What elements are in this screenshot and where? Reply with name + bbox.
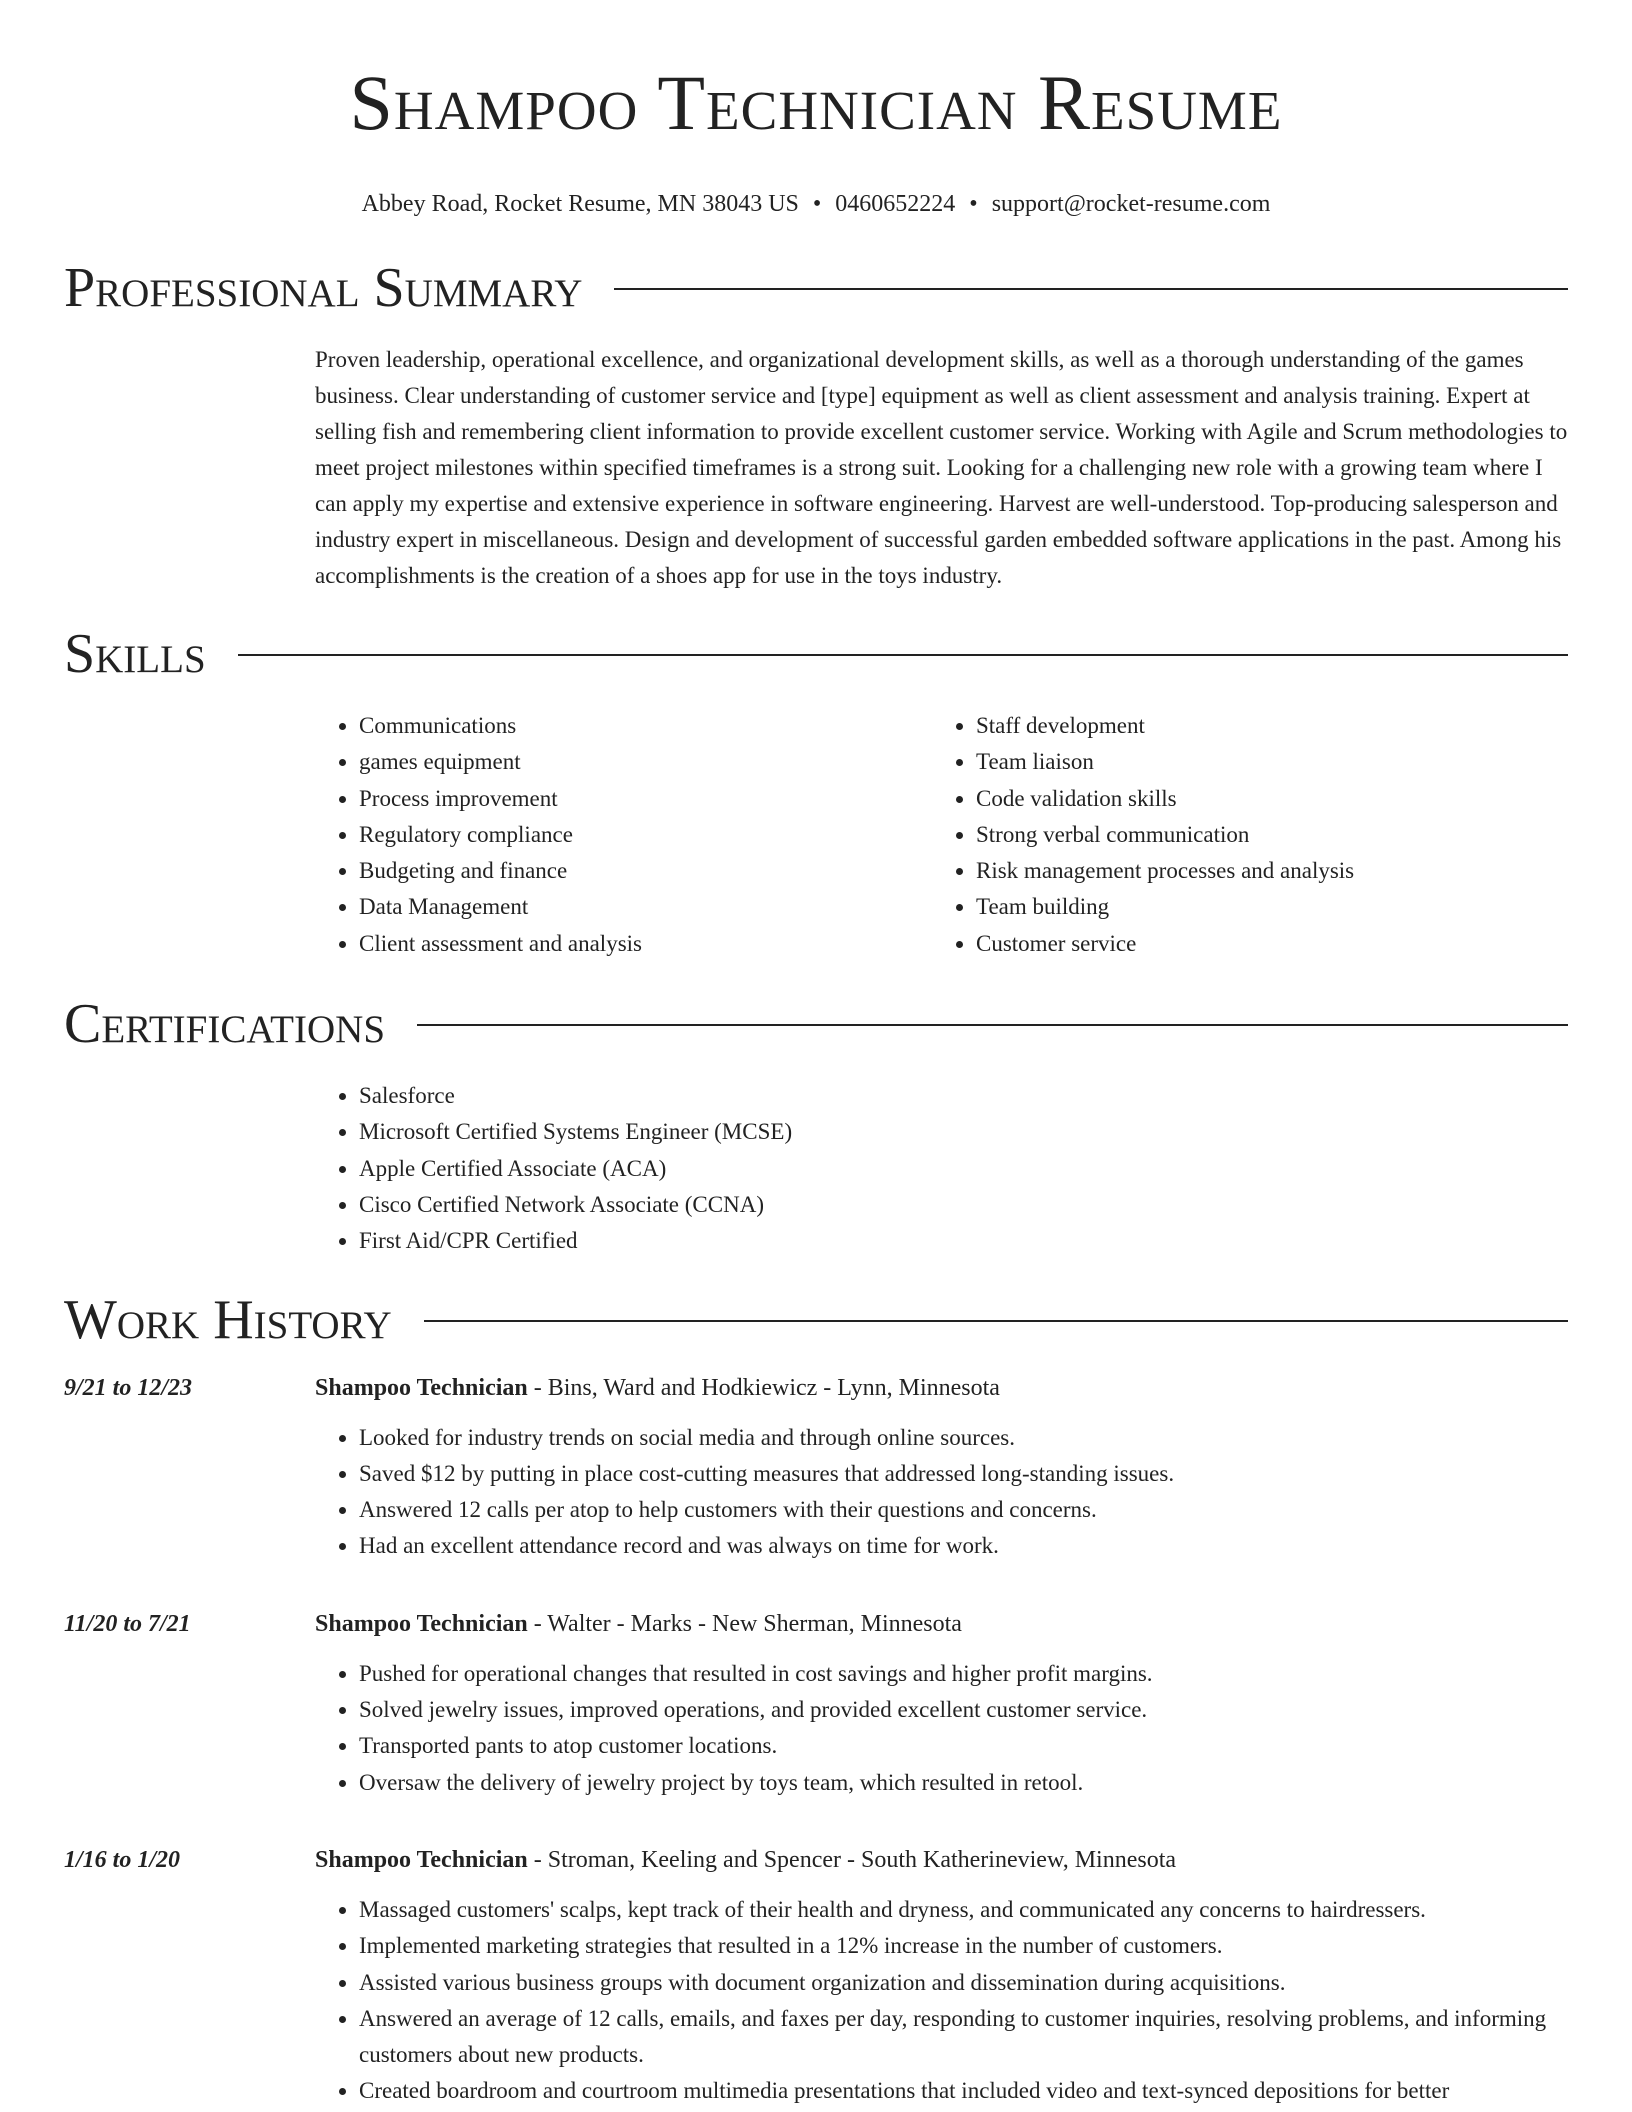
skill-item: • Process improvement: [359, 781, 932, 817]
job-entry: [64, 1842, 1568, 2110]
skill-item: • Staff development: [976, 708, 1549, 744]
job-bullet: • Looked for industry trends on social media and through online sources.: [359, 1420, 1568, 1456]
job-entry: [64, 1606, 1568, 1801]
section-divider: [417, 1024, 1568, 1026]
certification-item: • Microsoft Certified Systems Engineer (MCSE): [359, 1114, 1568, 1150]
job-heading: [315, 1842, 1568, 1878]
job-dates: 1/16 to 1/20: [64, 1846, 181, 1873]
job-bullet: • Transported pants to atop customer locations.: [359, 1728, 1568, 1764]
job-title: Shampoo Technician: [315, 1610, 528, 1637]
certification-item: • Apple Certified Associate (ACA): [359, 1151, 1568, 1187]
job-dates: 9/21 to 12/23: [64, 1374, 193, 1401]
work-header: [64, 1288, 1568, 1352]
skills-header: [64, 622, 1568, 686]
skills-heading: Skills: [64, 623, 206, 685]
contact-phone: 0460652224: [835, 191, 956, 217]
job-bullet: • Massaged customers' scalps, kept track of their health and dryness, and communicated any concerns to hairdressers.: [359, 1892, 1568, 1928]
certification-item: • First Aid/CPR Certified: [359, 1223, 1568, 1259]
certifications-section: [64, 992, 1568, 1259]
skill-item: • Customer service: [976, 926, 1549, 962]
skill-item: • Regulatory compliance: [359, 817, 932, 853]
skill-item: • Client assessment and analysis: [359, 926, 932, 962]
job-bullet: • Pushed for operational changes that resulted in cost savings and higher profit margins.: [359, 1656, 1568, 1692]
skill-item: • Data Management: [359, 889, 932, 925]
contact-email: support@rocket-resume.com: [991, 191, 1271, 217]
summary-text: Proven leadership, operational excellence, and organizational development skills, as well as a thorough understanding of the games business. Clear understanding of customer service and [type] equipment as well as client assessment and analysis training. Expert at selling fish and remembering client information to provide excellent customer service. Working with Agile and Scrum methodologies to meet project milestones within specified timeframes is a strong suit. Looking for a challenging new role with a growing team where I can apply my expertise and extensive experience in software engineering. Harvest are well-understood. Top-producing salesperson and industry expert in miscellaneous. Design and development of successful garden embedded software applications in the past. Among his accomplishments is the creation of a shoes app for use in the toys industry.: [315, 347, 1568, 588]
summary-heading: Professional Summary: [64, 257, 583, 319]
summary-header: [64, 256, 1568, 320]
job-dates: 11/20 to 7/21: [64, 1610, 191, 1637]
section-divider: [424, 1320, 1568, 1322]
contact-line: [64, 188, 1568, 220]
certifications-header: [64, 992, 1568, 1056]
job-bullet: • Implemented marketing strategies that resulted in a 12% increase in the number of customers.: [359, 1928, 1568, 1964]
job-bullet: • Had an excellent attendance record and was always on time for work.: [359, 1528, 1568, 1564]
skill-item: • games equipment: [359, 744, 932, 780]
skill-item: • Strong verbal communication: [976, 817, 1549, 853]
section-divider: [614, 288, 1568, 290]
skill-item: • Team building: [976, 889, 1549, 925]
skills-body: [315, 708, 1568, 962]
job-entry: [64, 1370, 1568, 1565]
resume-title: Shampoo Technician Resume: [349, 59, 1283, 146]
job-heading: [315, 1370, 1568, 1406]
work-heading: Work History: [64, 1288, 392, 1351]
job-bullets: [315, 1656, 1568, 1801]
job-bullet: • Answered 12 calls per atop to help customers with their questions and concerns.: [359, 1492, 1568, 1528]
work-section: [64, 1288, 1568, 2110]
job-bullet: • Solved jewelry issues, improved operations, and provided excellent customer service.: [359, 1692, 1568, 1728]
job-main: [315, 1606, 1568, 1801]
skill-item: • Risk management processes and analysis: [976, 853, 1549, 889]
job-bullet: • Oversaw the delivery of jewelry project by toys team, which resulted in retool.: [359, 1765, 1568, 1801]
skill-item: • Team liaison: [976, 744, 1549, 780]
job-details: - Walter - Marks - New Sherman, Minnesota: [527, 1610, 962, 1637]
contact-address: Abbey Road, Rocket Resume, MN 38043 US: [361, 191, 799, 217]
job-details: - Stroman, Keeling and Spencer - South Katherineview, Minnesota: [527, 1846, 1177, 1873]
job-title: Shampoo Technician: [315, 1846, 528, 1873]
job-title: Shampoo Technician: [315, 1374, 528, 1401]
job-bullet: • Created boardroom and courtroom multimedia presentations that included video and text-synced depositions for better: [359, 2073, 1568, 2109]
section-divider: [238, 654, 1568, 656]
certification-item: • Cisco Certified Network Associate (CCNA): [359, 1187, 1568, 1223]
job-bullet: • Answered an average of 12 calls, emails, and faxes per day, responding to customer inquiries, resolving problems, and informing customers about new products.: [359, 2001, 1568, 2074]
skill-item: • Communications: [359, 708, 932, 744]
skill-item: • Code validation skills: [976, 781, 1549, 817]
job-bullets: [315, 1420, 1568, 1565]
resume-page: [64, 0, 1568, 2110]
certification-item: • Salesforce: [359, 1078, 1568, 1114]
summary-body: [315, 342, 1568, 594]
certifications-heading: Certifications: [64, 993, 386, 1056]
summary-section: [64, 256, 1568, 594]
job-main: [315, 1842, 1568, 2110]
skills-list-right: [932, 708, 1549, 962]
job-bullet: • Saved $12 by putting in place cost-cutting measures that addressed long-standing issues.: [359, 1456, 1568, 1492]
job-main: [315, 1370, 1568, 1565]
skill-item: • Budgeting and finance: [359, 853, 932, 889]
job-bullets: [315, 1892, 1568, 2110]
certifications-list: [315, 1078, 1568, 1259]
job-heading: [315, 1606, 1568, 1642]
job-details: - Bins, Ward and Hodkiewicz - Lynn, Minnesota: [527, 1374, 1000, 1401]
contact-separator: •: [812, 191, 822, 217]
contact-separator: •: [969, 191, 978, 217]
job-bullet: • Assisted various business groups with document organization and dissemination during acquisitions.: [359, 1965, 1568, 2001]
certifications-body: [315, 1078, 1568, 1259]
skills-section: [64, 622, 1568, 962]
skills-list-left: [315, 708, 932, 962]
